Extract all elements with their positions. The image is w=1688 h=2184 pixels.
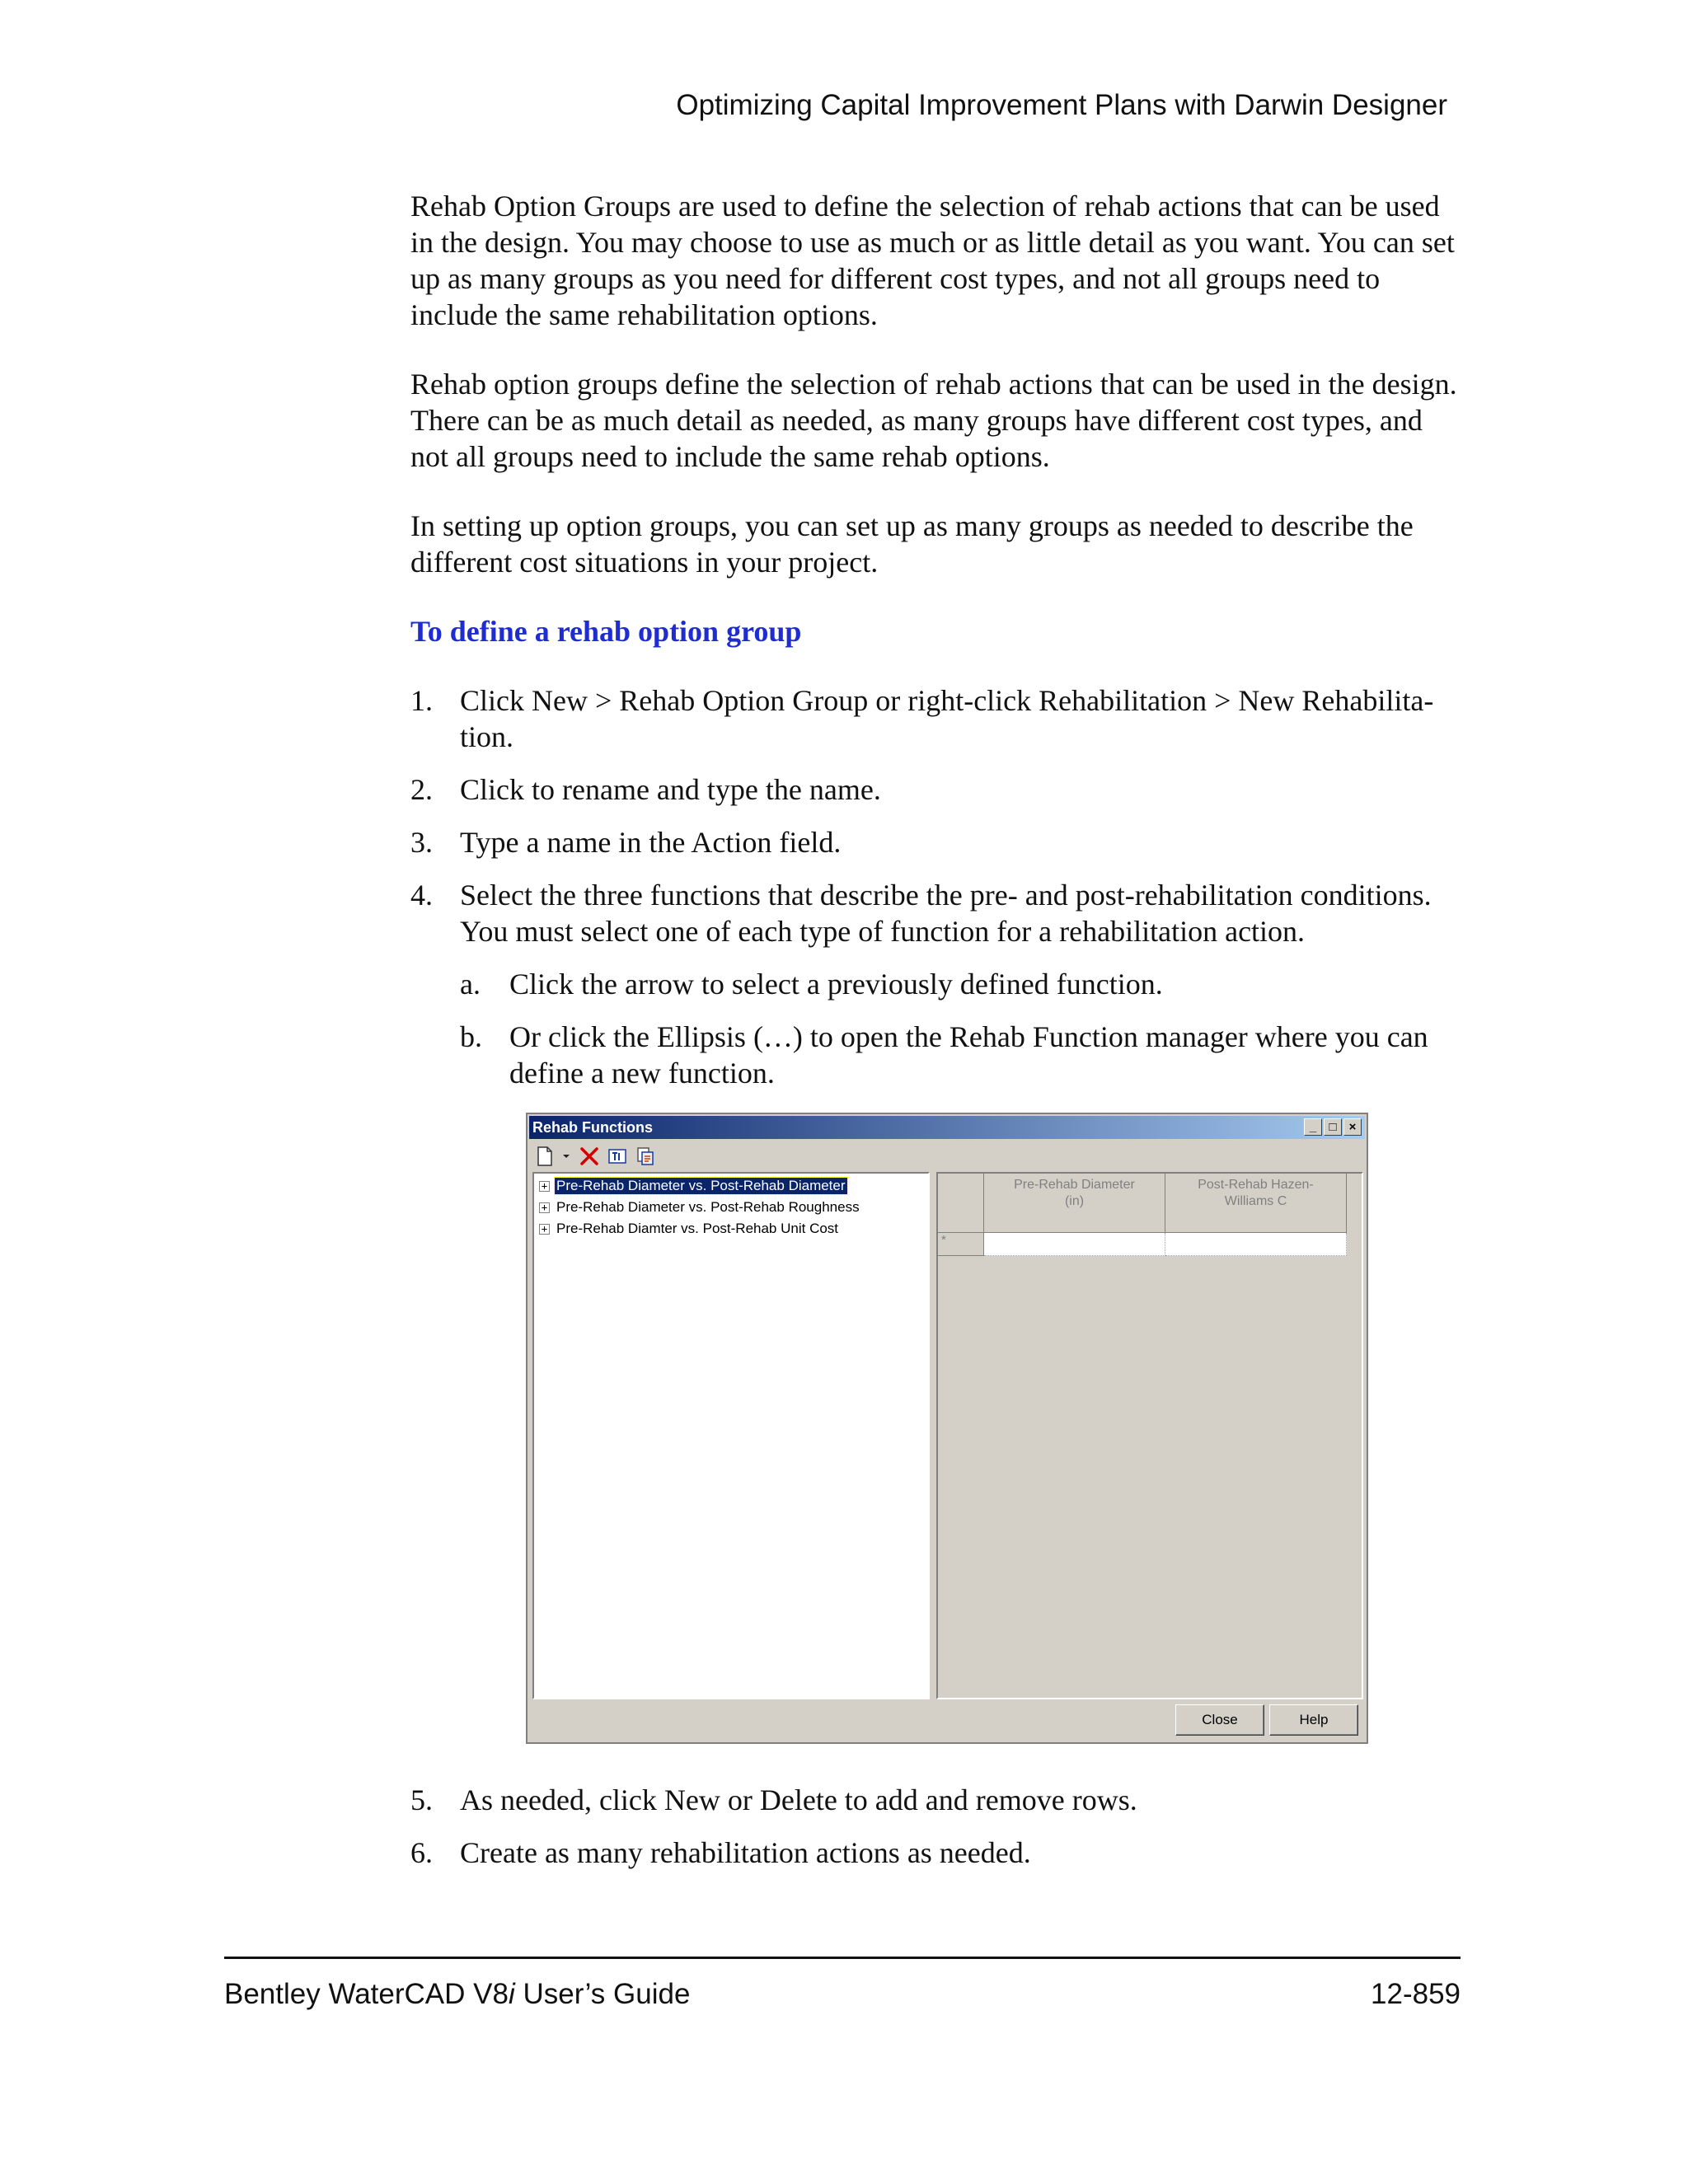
tree-item[interactable] xyxy=(534,1197,928,1218)
paragraph-3: In setting up option groups, you can set up as many groups as needed to describe the different cost situations in your project. xyxy=(410,509,1414,579)
guide-title-suffix: User’s Guide xyxy=(514,1978,691,2010)
step-number: 1. xyxy=(410,684,433,717)
dialog-toolbar xyxy=(534,1144,656,1169)
new-row-marker: * xyxy=(938,1233,984,1256)
close-button[interactable]: Close xyxy=(1175,1704,1264,1736)
tree-item-label: Pre-Rehab Diameter vs. Post-Rehab Roughness xyxy=(556,1199,860,1215)
expand-icon[interactable]: + xyxy=(539,1181,550,1192)
step-item xyxy=(410,682,1459,755)
rehab-functions-dialog xyxy=(526,1113,1368,1744)
step-text: Click New > Rehab Option Group or right-click Rehabilitation > New Rehabilita-tion. xyxy=(460,684,1434,753)
procedure-heading: To define a rehab option group xyxy=(410,615,802,648)
tree-item-label: Pre-Rehab Diameter vs. Post-Rehab Diameter xyxy=(556,1178,846,1193)
expand-icon[interactable]: + xyxy=(539,1224,550,1235)
paragraph-1: Rehab Option Groups are used to define the selection of rehab actions that can be used in the design. You may choose to use as much or as little detail as you want. You can set up as many groups as you need for different cost types, and not all groups need to include the same rehabilitation options. xyxy=(410,190,1455,331)
grid-header xyxy=(938,1174,1347,1233)
column-header-line: (in) xyxy=(1064,1194,1085,1208)
dialog-footer-buttons xyxy=(1175,1704,1358,1736)
step-text: As needed, click New or Delete to add and remove rows. xyxy=(460,1783,1137,1816)
function-tree[interactable] xyxy=(532,1172,930,1699)
step-text: Click to rename and type the name. xyxy=(460,773,881,806)
procedure-steps xyxy=(410,682,1459,1091)
tree-item[interactable] xyxy=(534,1175,928,1197)
procedure-steps-continued xyxy=(410,1782,1459,1871)
footer-page-number: 12-859 xyxy=(1371,1978,1461,2010)
new-dropdown-arrow-icon[interactable] xyxy=(562,1151,572,1162)
rename-icon[interactable] xyxy=(607,1146,628,1167)
delete-icon[interactable] xyxy=(579,1146,600,1167)
function-grid xyxy=(936,1172,1363,1699)
maximize-button[interactable]: □ xyxy=(1324,1118,1342,1136)
footer-rule xyxy=(224,1957,1461,1959)
paragraph-2: Rehab option groups define the selection of rehab actions that can be used in the design. There can be as much detail as needed, as many groups have different cost types, and not all groups need to include the same rehab options. xyxy=(410,368,1457,473)
step-item xyxy=(410,1782,1459,1818)
grid-corner xyxy=(938,1174,984,1233)
step-number: 5. xyxy=(410,1783,433,1816)
column-header-line: Williams C xyxy=(1224,1194,1287,1208)
new-icon[interactable] xyxy=(534,1146,556,1167)
step-number: 3. xyxy=(410,826,433,859)
column-header-line: Pre-Rehab Diameter xyxy=(1014,1178,1135,1192)
step-text: Select the three functions that describe the pre- and post-rehabilitation conditions. You must select one of each type of function for a rehabilitation action. xyxy=(460,879,1432,948)
substep-letter: b. xyxy=(460,1020,482,1053)
substep-text: Or click the Ellipsis (…) to open the Rehab Function manager where you can define a new function. xyxy=(509,1020,1428,1090)
step-number: 6. xyxy=(410,1836,433,1869)
body-text xyxy=(410,188,1459,1108)
step-item xyxy=(410,824,1459,860)
step-text: Type a name in the Action field. xyxy=(460,826,842,859)
help-button[interactable]: Help xyxy=(1269,1704,1358,1736)
step-text: Create as many rehabilitation actions as needed. xyxy=(460,1836,1031,1869)
grid-cell[interactable] xyxy=(1165,1233,1347,1256)
step-item xyxy=(410,1835,1459,1871)
step-item xyxy=(410,771,1459,808)
dialog-titlebar[interactable] xyxy=(529,1116,1365,1139)
minimize-button[interactable]: _ xyxy=(1304,1118,1322,1136)
step-number: 4. xyxy=(410,879,433,912)
close-window-button[interactable]: × xyxy=(1343,1118,1362,1136)
column-header-post-rehab-hazen-williams[interactable] xyxy=(1165,1174,1347,1233)
tree-item-label: Pre-Rehab Diamter vs. Post-Rehab Unit Cost xyxy=(556,1221,839,1236)
substeps xyxy=(460,966,1459,1091)
grid-cell[interactable] xyxy=(984,1233,1165,1256)
report-icon[interactable] xyxy=(635,1146,656,1167)
substep-letter: a. xyxy=(460,968,481,1001)
running-header: Optimizing Capital Improvement Plans with Darwin Designer xyxy=(676,89,1447,121)
body-text-after-figure xyxy=(410,1782,1459,1887)
column-header-line: Post-Rehab Hazen- xyxy=(1198,1178,1314,1192)
guide-title-prefix: Bentley WaterCAD V8 xyxy=(224,1978,509,2010)
substep-item xyxy=(460,966,1459,1002)
guide-title-italic: i xyxy=(508,1978,515,2010)
tree-item[interactable] xyxy=(534,1218,928,1240)
column-header-pre-rehab-diameter[interactable] xyxy=(984,1174,1165,1233)
grid-new-row xyxy=(938,1233,1347,1256)
step-item xyxy=(410,877,1459,1091)
dialog-title: Rehab Functions xyxy=(532,1119,654,1136)
footer-guide-title xyxy=(224,1978,690,2011)
step-number: 2. xyxy=(410,773,433,806)
substep-item xyxy=(460,1019,1459,1091)
expand-icon[interactable]: + xyxy=(539,1202,550,1213)
substep-text: Click the arrow to select a previously defined function. xyxy=(509,968,1163,1001)
window-buttons xyxy=(1304,1118,1362,1136)
